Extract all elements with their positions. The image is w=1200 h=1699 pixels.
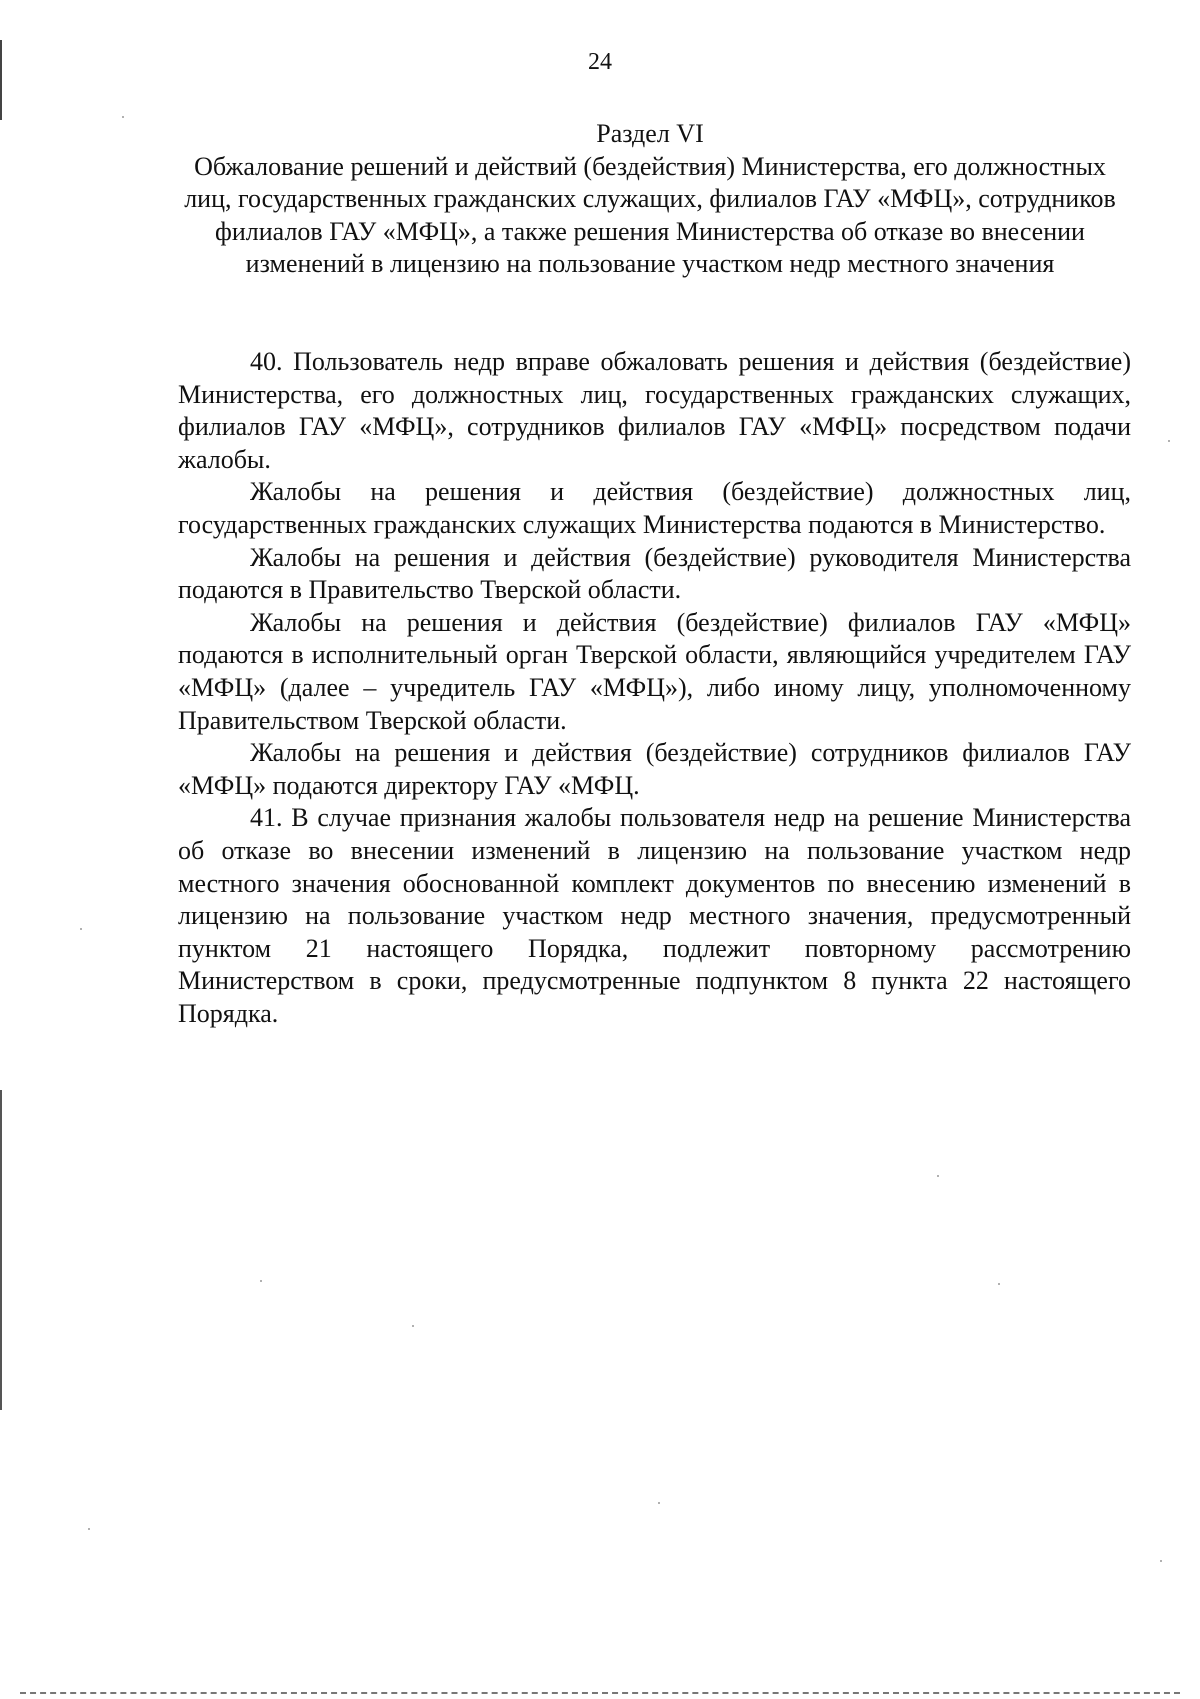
paragraph-complaints-mfc-branches: Жалобы на решения и действия (бездействие) филиалов ГАУ «МФЦ» подаются в исполнительный орган Тверской области, являющийся учредителем ГАУ «МФЦ» (далее – учредитель ГАУ «МФЦ»), либо иному лицу, уполномоченному Правительством Тверской области.	[178, 607, 1131, 735]
scan-speck	[412, 1325, 414, 1327]
scan-speck	[1160, 1560, 1162, 1562]
scan-speck	[1168, 440, 1170, 442]
page-number: 24	[588, 49, 612, 75]
section-subtitle: Обжалование решений и действий (бездействия) Министерства, его должностных лиц, государственных гражданских служащих, филиалов ГАУ «МФЦ», сотрудников филиалов ГАУ «МФЦ», а также решения Министерства об отказе во внесении изменений в лицензию на пользование участком недр местного значения	[184, 151, 1116, 278]
scan-speck	[260, 1280, 262, 1282]
paragraph-40: 40. Пользователь недр вправе обжаловать решения и действия (бездействие) Министерства, его должностных лиц, государственных гражданских служащих, филиалов ГАУ «МФЦ», сотрудников филиалов ГАУ «МФЦ» посредством подачи жалобы.	[178, 347, 1131, 474]
paragraph-complaints-head: Жалобы на решения и действия (бездействие) руководителя Министерства подаются в Правительство Тверской области.	[178, 542, 1131, 605]
scan-edge-mark	[20, 1692, 1180, 1696]
paragraph-complaints-mfc-staff: Жалобы на решения и действия (бездействие) сотрудников филиалов ГАУ «МФЦ» подаются директору ГАУ «МФЦ.	[178, 738, 1131, 800]
scan-speck	[998, 1283, 1000, 1285]
scan-speck	[937, 1175, 939, 1177]
paragraph-complaints-officials: Жалобы на решения и действия (бездействие) должностных лиц, государственных гражданских служащих Министерства подаются в Министерство.	[178, 477, 1131, 539]
scan-edge-mark	[0, 1090, 2, 1410]
section-title: Раздел VI	[596, 119, 704, 148]
paragraph-41: 41. В случае признания жалобы пользователя недр на решение Министерства об отказе во внесении изменений в лицензию на пользование участком недр местного значения обоснованной комплект документов по внесению изменений в лицензию на пользование участком недр местного значения, предусмотренный пунктом 21 настоящего Порядка, подлежит повторному рассмотрению Министерством в сроки, предусмотренные подпунктом 8 пункта 22 настоящего Порядка.	[178, 803, 1131, 1028]
document-body	[178, 346, 1131, 1030]
scan-speck	[80, 928, 82, 930]
scan-speck	[88, 1528, 90, 1530]
scan-speck	[658, 1502, 660, 1504]
section-heading	[170, 118, 1130, 281]
scan-speck	[122, 116, 124, 118]
